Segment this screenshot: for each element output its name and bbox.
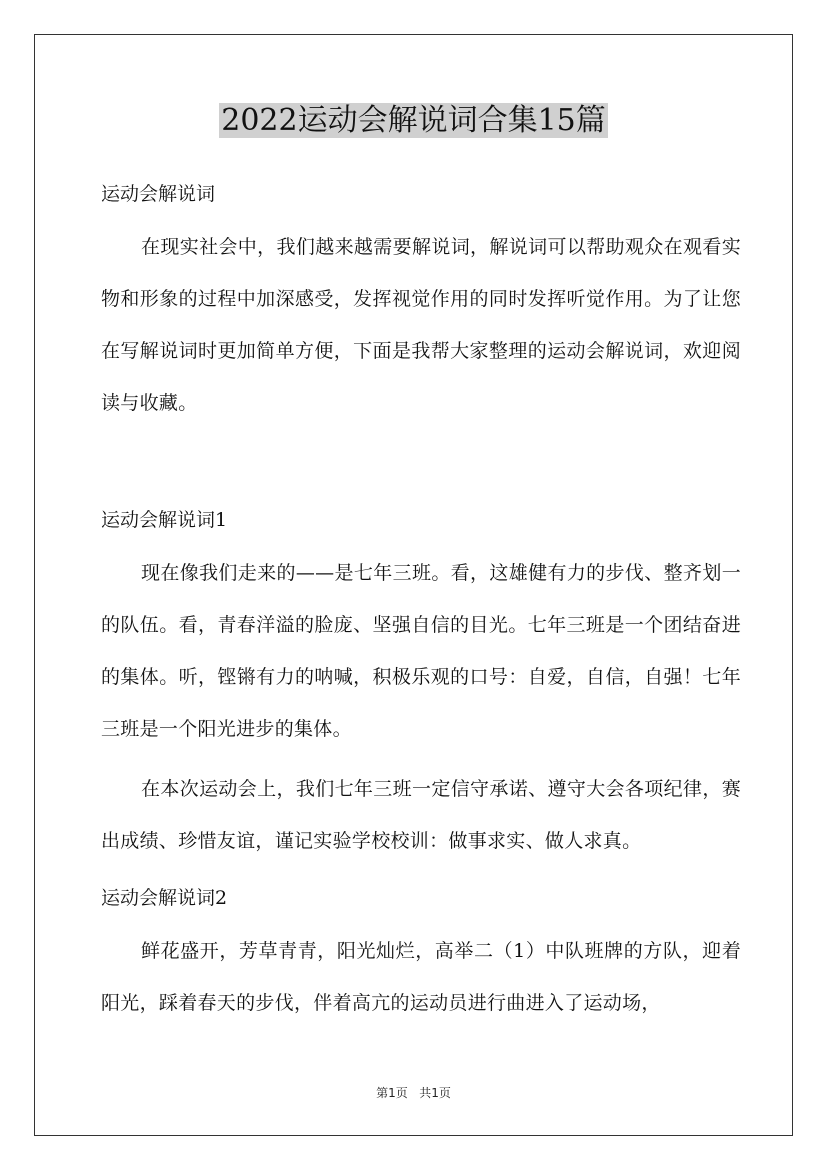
document-title <box>0 100 827 142</box>
section-heading-intro: 运动会解说词 <box>101 183 216 205</box>
paragraph-1-1: 现在像我们走来的——是七年三班。看，这雄健有力的步伐、整齐划一的队伍。看，青春洋溢的脸庞、坚强自信的目光。七年三班是一个团结奋进的集体。听，铿锵有力的呐喊，积极乐观的口号：自爱，自信，自强！七年三班是一个阳光进步的集体。 <box>101 562 741 740</box>
paragraph-1-2: 在本次运动会上，我们七年三班一定信守承诺、遵守大会各项纪律，赛出成绩、珍惜友谊，谨记实验学校校训：做事求实、做人求真。 <box>101 778 741 852</box>
section-heading-1: 运动会解说词1 <box>101 509 228 531</box>
paragraph-2-1: 鲜花盛开，芳草青青，阳光灿烂，高举二（1）中队班牌的方队，迎着阳光，踩着春天的步伐，伴着高亢的运动员进行曲进入了运动场， <box>101 940 741 1014</box>
document-title-text: 2022运动会解说词合集15篇 <box>221 103 606 138</box>
section-heading-2: 运动会解说词2 <box>101 887 228 909</box>
paragraph-intro: 在现实社会中，我们越来越需要解说词，解说词可以帮助观众在观看实物和形象的过程中加深感受，发挥视觉作用的同时发挥听觉作用。为了让您在写解说词时更加简单方便，下面是我帮大家整理的运动会解说词，欢迎阅读与收藏。 <box>101 236 741 414</box>
page-number-footer: 第1页 共1页 <box>376 1086 451 1100</box>
